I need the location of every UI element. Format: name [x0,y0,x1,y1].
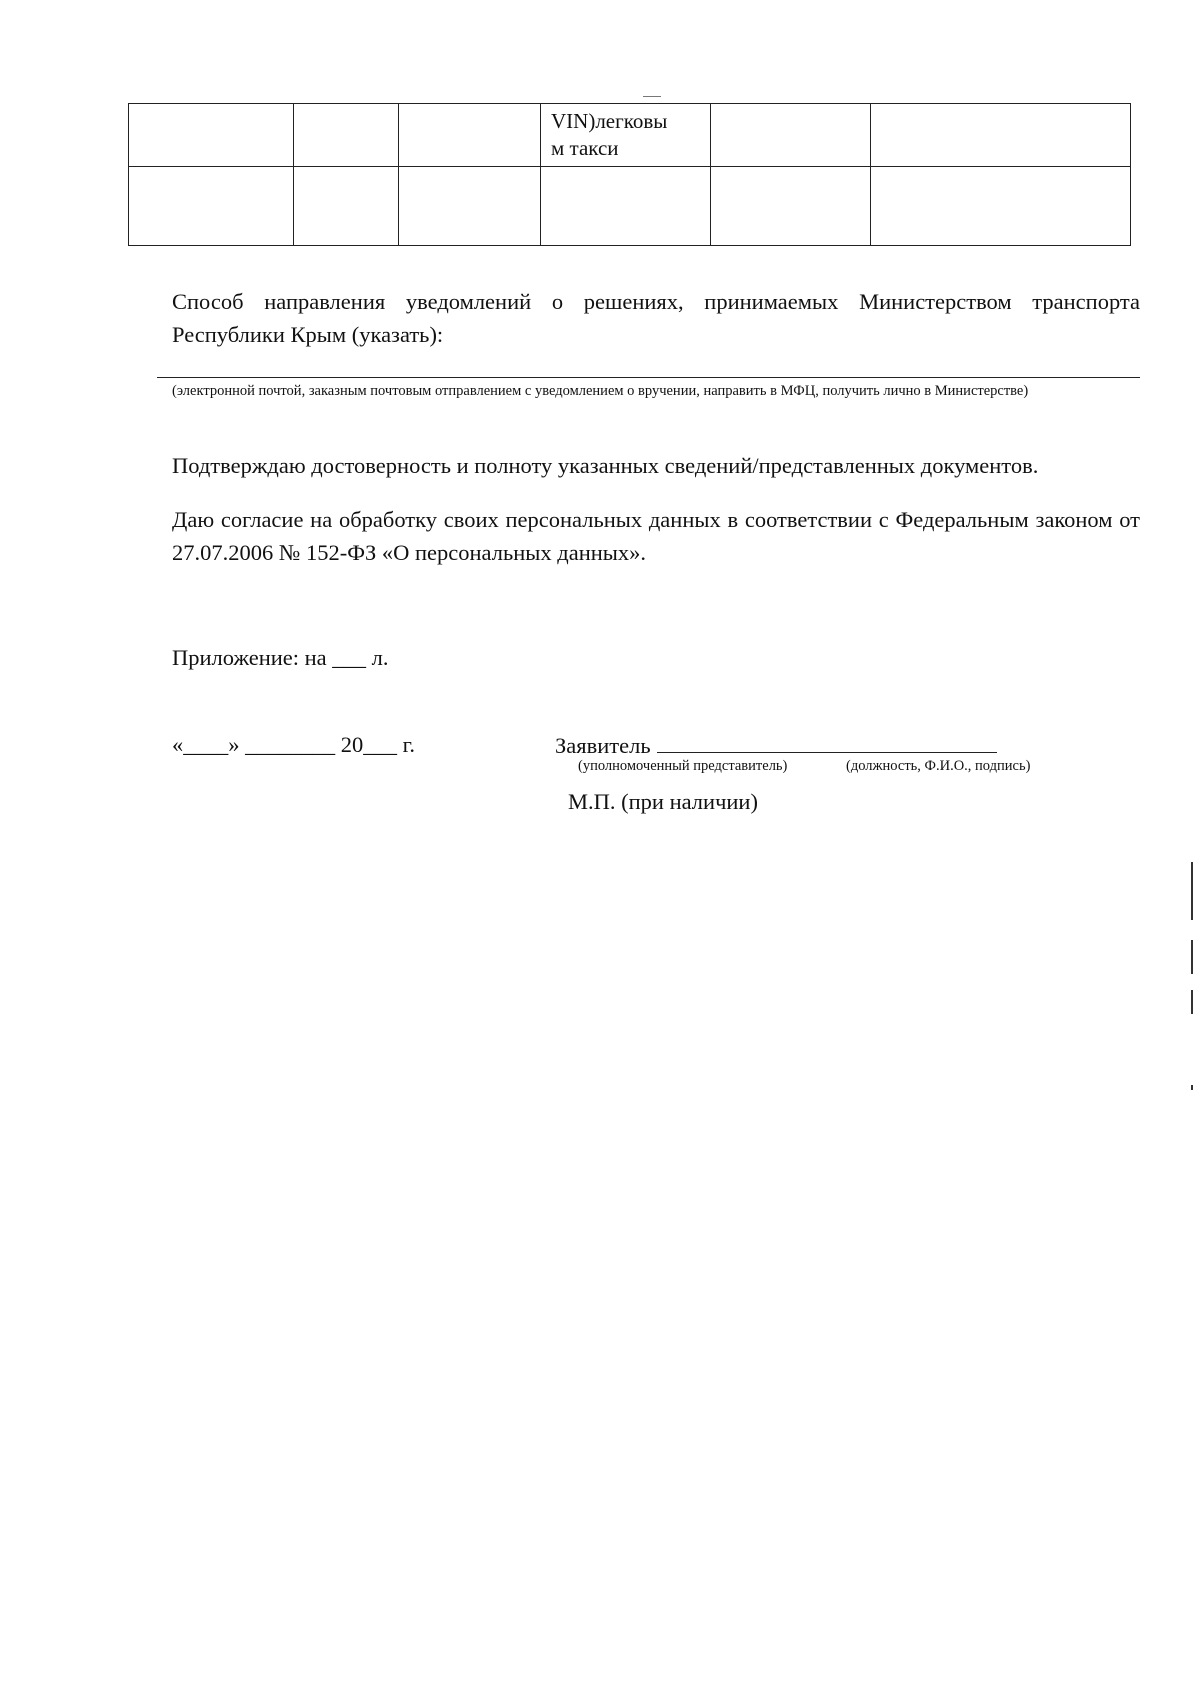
table-row [129,104,1131,167]
table-cell [711,104,871,167]
notification-method-text: Способ направления уведомлений о решениях, принимаемых Министерством транспорта Республики Крым (указать): [172,289,1140,347]
table-cell [294,167,399,246]
scan-artifact-mark [1191,990,1193,1014]
table-cell [399,104,541,167]
applicant-label: Заявитель [555,733,651,758]
scan-artifact-mark [1191,862,1193,920]
scan-artifact-mark [1191,940,1193,974]
table-cell [399,167,541,246]
applicant-sign-line [657,730,997,753]
table-cell [871,167,1131,246]
vehicle-table [128,103,1131,246]
scan-artifact-dash [643,96,661,97]
table-cell: VIN)легковы м такси [541,104,711,167]
table-cell [711,167,871,246]
position-caption: (должность, Ф.И.О., подпись) [846,758,1031,774]
stamp-note: М.П. (при наличии) [568,789,758,814]
scan-artifact-mark [1191,1085,1193,1090]
signature-date: «____» ________ 20___ г. [172,732,415,757]
notification-fill-line [157,377,1140,378]
table-cell [541,167,711,246]
table-cell [129,167,294,246]
attachment-line: Приложение: на ___ л. [172,645,389,670]
table-row [129,167,1131,246]
rep-caption: (уполномоченный представитель) [578,758,788,774]
table-cell [129,104,294,167]
table-cell [294,104,399,167]
consent-text: Даю согласие на обработку своих персональных данных в соответствии с Федеральным законом от 27.07.2006 № 152-ФЗ «О персональных данных». [172,507,1140,565]
confirmation-text: Подтверждаю достоверность и полноту указанных сведений/представленных документов. [172,453,1039,478]
table-cell [871,104,1131,167]
notification-method-note: (электронной почтой, заказным почтовым отправлением с уведомлением о вручении, направить в МФЦ, получить лично в Министерстве) [172,383,1029,399]
